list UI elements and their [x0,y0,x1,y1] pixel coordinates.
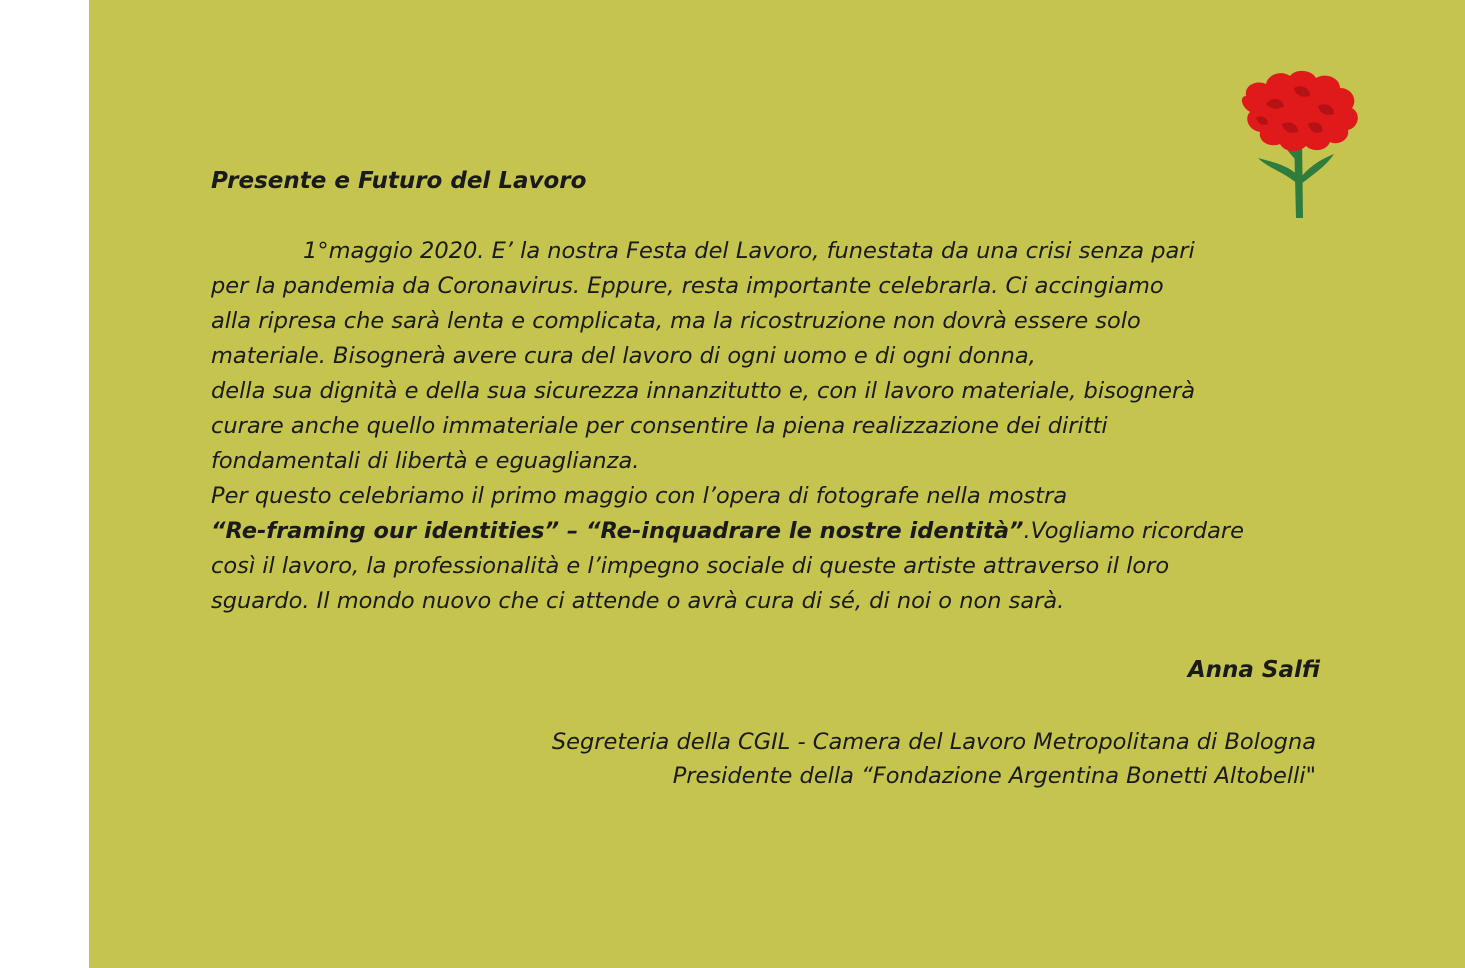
paragraph-line: 1°maggio 2020. E’ la nostra Festa del Lavoro, funestata da una crisi senza pari [303,238,1195,264]
paragraph-line: alla ripresa che sarà lenta e complicata, ma la ricostruzione non dovrà essere solo [211,308,1141,334]
paragraph-line: della sua dignità e della sua sicurezza innanzitutto e, con il lavoro materiale, bisognerà [211,378,1195,404]
paragraph-line: così il lavoro, la professionalità e l’impegno sociale di queste artiste attraverso il loro [211,553,1170,579]
paragraph-line: per la pandemia da Coronavirus. Eppure, resta importante celebrarla. Ci accingiamo [211,273,1164,299]
document-title: Presente e Futuro del Lavoro [211,168,587,194]
paragraph-line: fondamentali di libertà e eguaglianza. [211,448,640,474]
paragraph-line: materiale. Bisognerà avere cura del lavoro di ogni uomo e di ogni donna, [211,343,1036,369]
role-line: Presidente della “Fondazione Argentina Bonetti Altobelli" [672,763,1316,789]
exhibition-title: “Re-framing our identities” – “Re-inquadrare le nostre identità” [211,518,1024,544]
role-line: Segreteria della CGIL - Camera del Lavoro Metropolitana di Bologna [551,729,1316,755]
paragraph-line: curare anche quello immateriale per consentire la piena realizzazione dei diritti [211,413,1108,439]
signature-name: Anna Salfi [1187,657,1320,683]
exhibition-line [211,518,1244,544]
red-carnation-icon [1236,66,1364,222]
paragraph-line: Per questo celebriamo il primo maggio con l’opera di fotografe nella mostra [211,483,1068,509]
paragraph-line: sguardo. Il mondo nuovo che ci attende o avrà cura di sé, di noi o non sarà. [211,588,1065,614]
exhibition-tail: .Vogliamo ricordare [1023,518,1244,544]
